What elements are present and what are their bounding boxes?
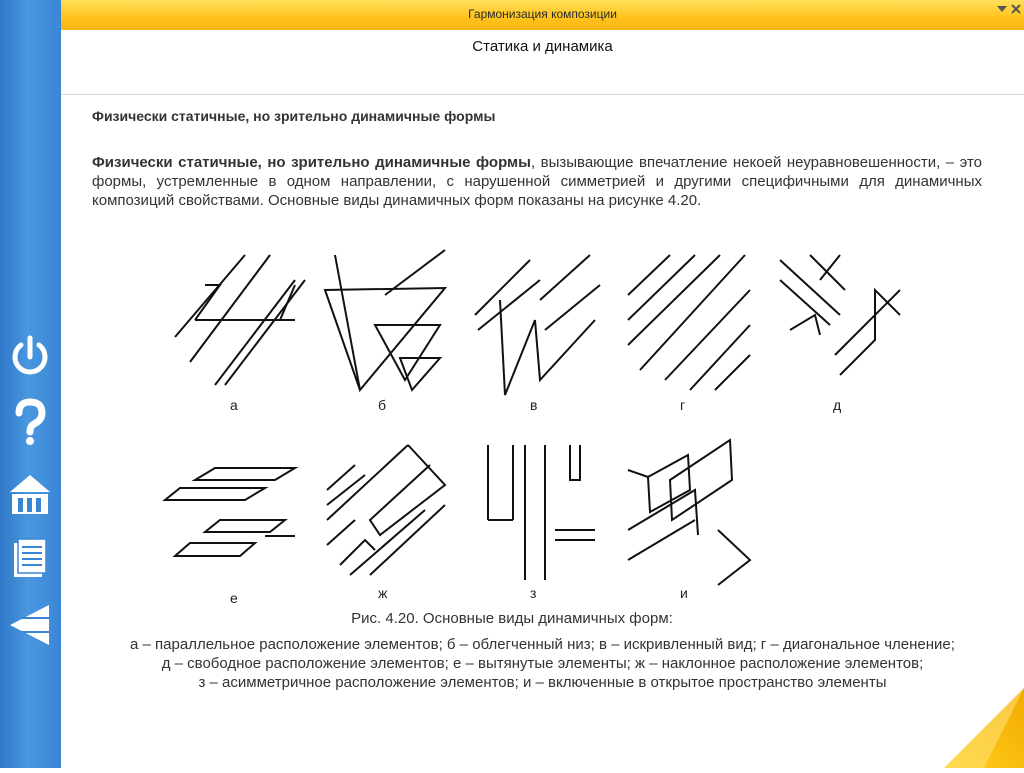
- legend-line: д – свободное расположение элементов; е – вытянутые элементы; ж – наклонное расположение элементов;: [161, 655, 924, 672]
- legend-line: а – параллельное расположение элементов; б – облегченный низ; в – искривленный вид; г – диагональное членение;: [130, 636, 955, 653]
- help-icon[interactable]: [7, 398, 53, 444]
- drawing-e: [165, 468, 295, 556]
- body-paragraph: [92, 153, 982, 210]
- figure-caption-title: Рис. 4.20. Основные виды динамичных форм:: [351, 610, 673, 627]
- drawing-b: [325, 250, 445, 390]
- page-curl-corner[interactable]: [944, 688, 1024, 768]
- figure: [150, 240, 910, 606]
- label-z: з: [530, 585, 537, 601]
- legend-line: з – асимметричное расположение элементов; и – включенные в открытое пространство элементы: [198, 674, 887, 691]
- drawing-z: [488, 445, 595, 580]
- page-subtitle: Статика и динамика: [472, 38, 613, 55]
- drawing-g: [628, 255, 750, 390]
- drawing-v: [475, 255, 600, 395]
- power-icon[interactable]: [7, 333, 53, 379]
- label-b: б: [378, 397, 387, 413]
- contents-icon[interactable]: [7, 535, 53, 581]
- label-zh: ж: [378, 585, 388, 601]
- label-d: д: [833, 397, 842, 413]
- label-g: г: [680, 397, 686, 413]
- lead-term: Физически статичные, но зрительно динамичные формы: [92, 154, 531, 171]
- label-a: а: [230, 397, 238, 413]
- body-text: , вызывающие впечатление некоей неуравновешенности, – это формы, устремленные в одном направлении, с нарушенной симметрией и другими специфичными для динамичных композиций свойствами. Основные виды динамичных форм показаны на рисунке 4.20.: [92, 154, 983, 209]
- drawing-d: [780, 255, 900, 375]
- section-heading: Физически статичные, но зрительно динамичные формы: [92, 108, 496, 124]
- drawing-i: [628, 440, 750, 585]
- label-e: е: [230, 590, 238, 606]
- minimize-icon[interactable]: [996, 1, 1008, 11]
- figure-legend: [61, 635, 1024, 692]
- window-title: Гармонизация композиции: [468, 7, 617, 21]
- close-icon[interactable]: [1010, 1, 1022, 11]
- title-bar: [61, 0, 1024, 30]
- figure-drawings: [150, 240, 910, 590]
- home-icon[interactable]: [7, 472, 53, 518]
- page-header: [61, 30, 1024, 95]
- sidebar: [0, 0, 61, 768]
- label-i: и: [680, 585, 688, 601]
- label-v: в: [530, 397, 538, 413]
- drawing-a: [175, 255, 305, 385]
- drawing-zh: [327, 445, 445, 575]
